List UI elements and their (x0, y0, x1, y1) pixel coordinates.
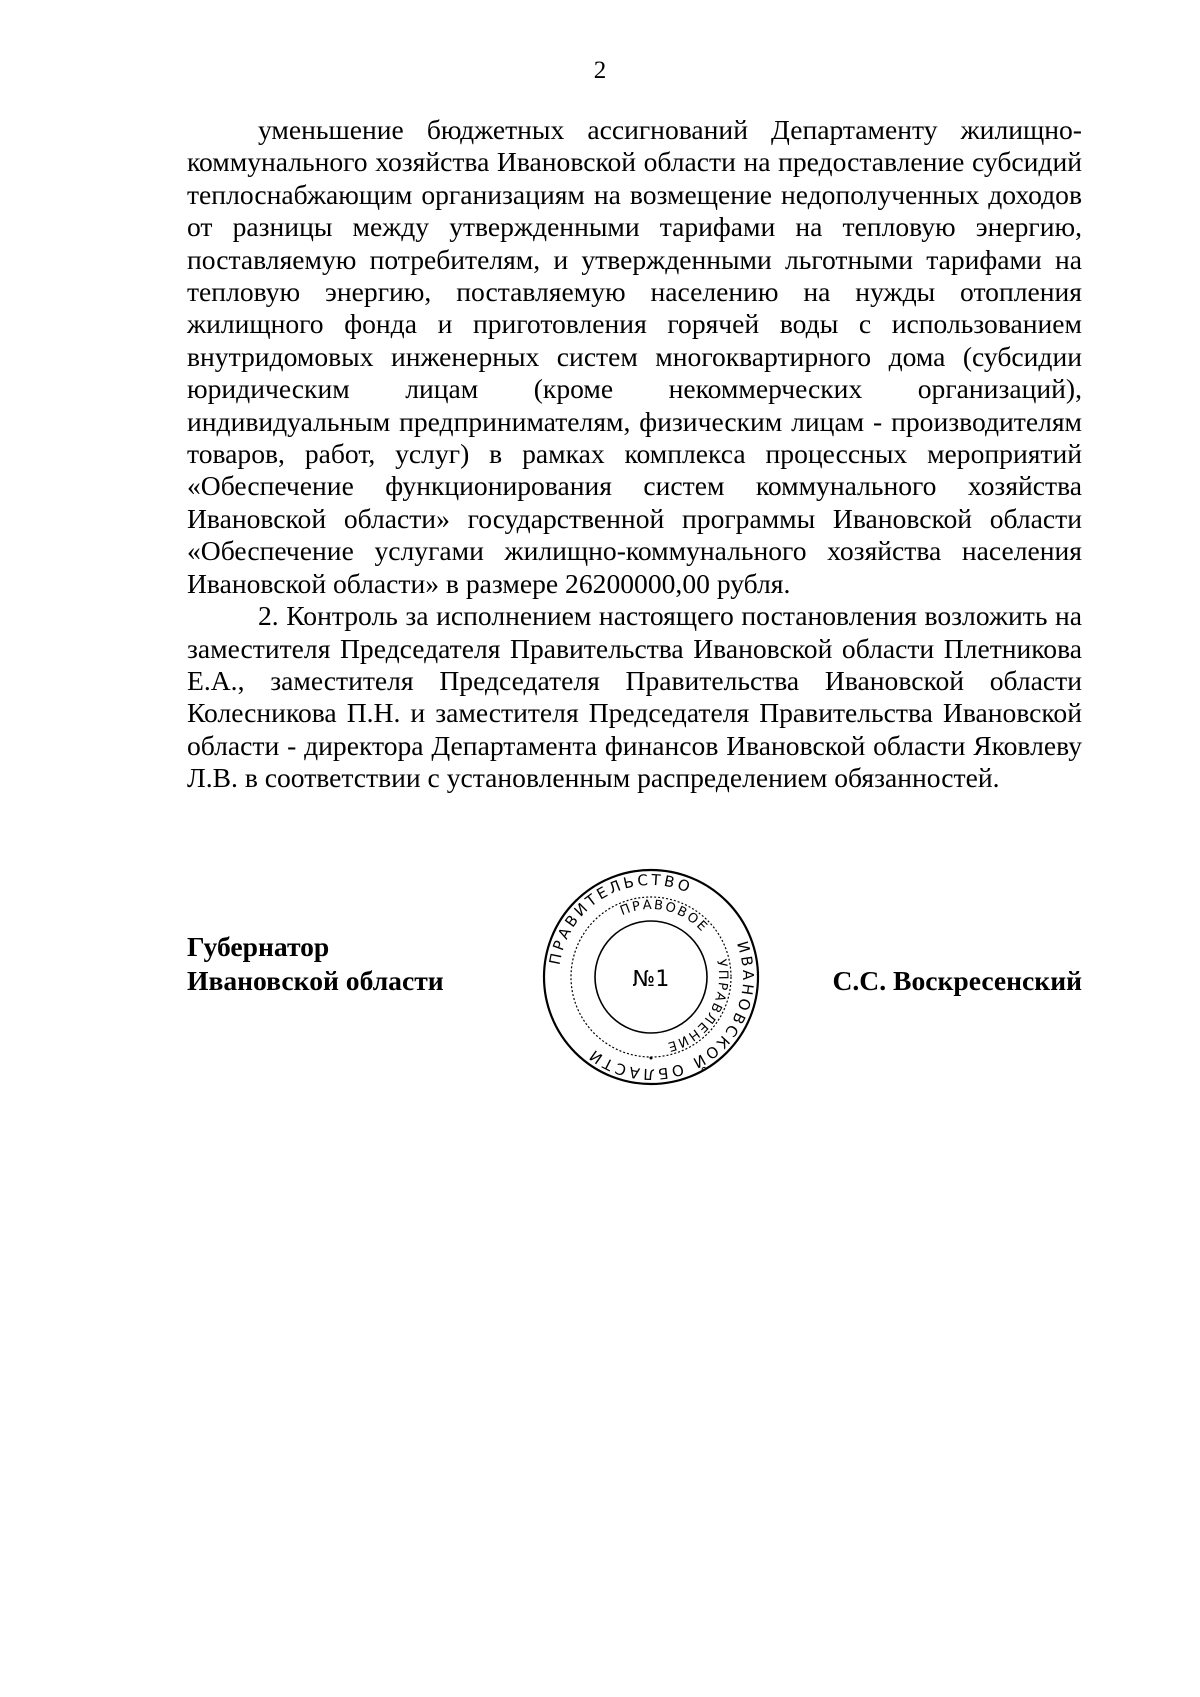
official-seal-stamp (540, 866, 762, 1088)
seal-dot (650, 1057, 653, 1060)
paragraph-control: 2. Контроль за исполнением настоящего постановления возложить на заместителя Председателя Правительства Ивановской области Плетникова Е.А., заместителя Председателя Правительства Ивановской области Колесникова П.Н. и заместителя Председателя Правительства Ивановской области - директора Департамента финансов Ивановской области Яковлеву Л.В. в соответствии с установленным распределением обязанностей. (187, 600, 1082, 794)
signatory-title (187, 930, 444, 998)
seal-inner-text-path-2: УПРАВЛЕНИЕ (664, 958, 731, 1055)
seal-inner-text-path: ПРАВОВОЕ (618, 897, 712, 936)
paragraph-budget-reduction: уменьшение бюджетных ассигнований Департаменту жилищно-коммунального хозяйства Ивановской области на предоставление субсидий теплоснабжающим организациям на возмещение недополученных доходов от разницы между утвержденными тарифами на тепловую энергию, поставляемую потребителям, и утвержденными льготными тарифами на тепловую энергию, поставляемую населению на нужды отопления жилищного фонда и приготовления горячей воды с использованием внутридомовых инженерных систем многоквартирного дома (субсидии юридическим лицам (кроме некоммерческих организаций), индивидуальным предпринимателям, физическим лицам - производителям товаров, работ, услуг) в рамках комплекса процессных мероприятий «Обеспечение функционирования систем коммунального хозяйства Ивановской области» государственной программы Ивановской области «Обеспечение услугами жилищно-коммунального хозяйства населения Ивановской области» в размере 26200000,00 рубля. (187, 114, 1082, 599)
signatory-title-line1: Губернатор (187, 931, 330, 962)
signatory-title-line2: Ивановской области (187, 965, 444, 996)
seal-inner-text (618, 898, 711, 936)
seal-outer-text-path-2: ИВАНОВСКОЙ ОБЛАСТИ (583, 939, 758, 1084)
page-number: 2 (593, 57, 607, 84)
seal-outer-text-2 (584, 939, 757, 1083)
signatory-name: С.С. Воскресенский (832, 965, 1082, 996)
document-body (187, 114, 1082, 795)
seal-outer-text (546, 871, 695, 966)
seal-number: №1 (632, 967, 670, 992)
seal-outer-text-path: ПРАВИТЕЛЬСТВО (545, 870, 696, 967)
